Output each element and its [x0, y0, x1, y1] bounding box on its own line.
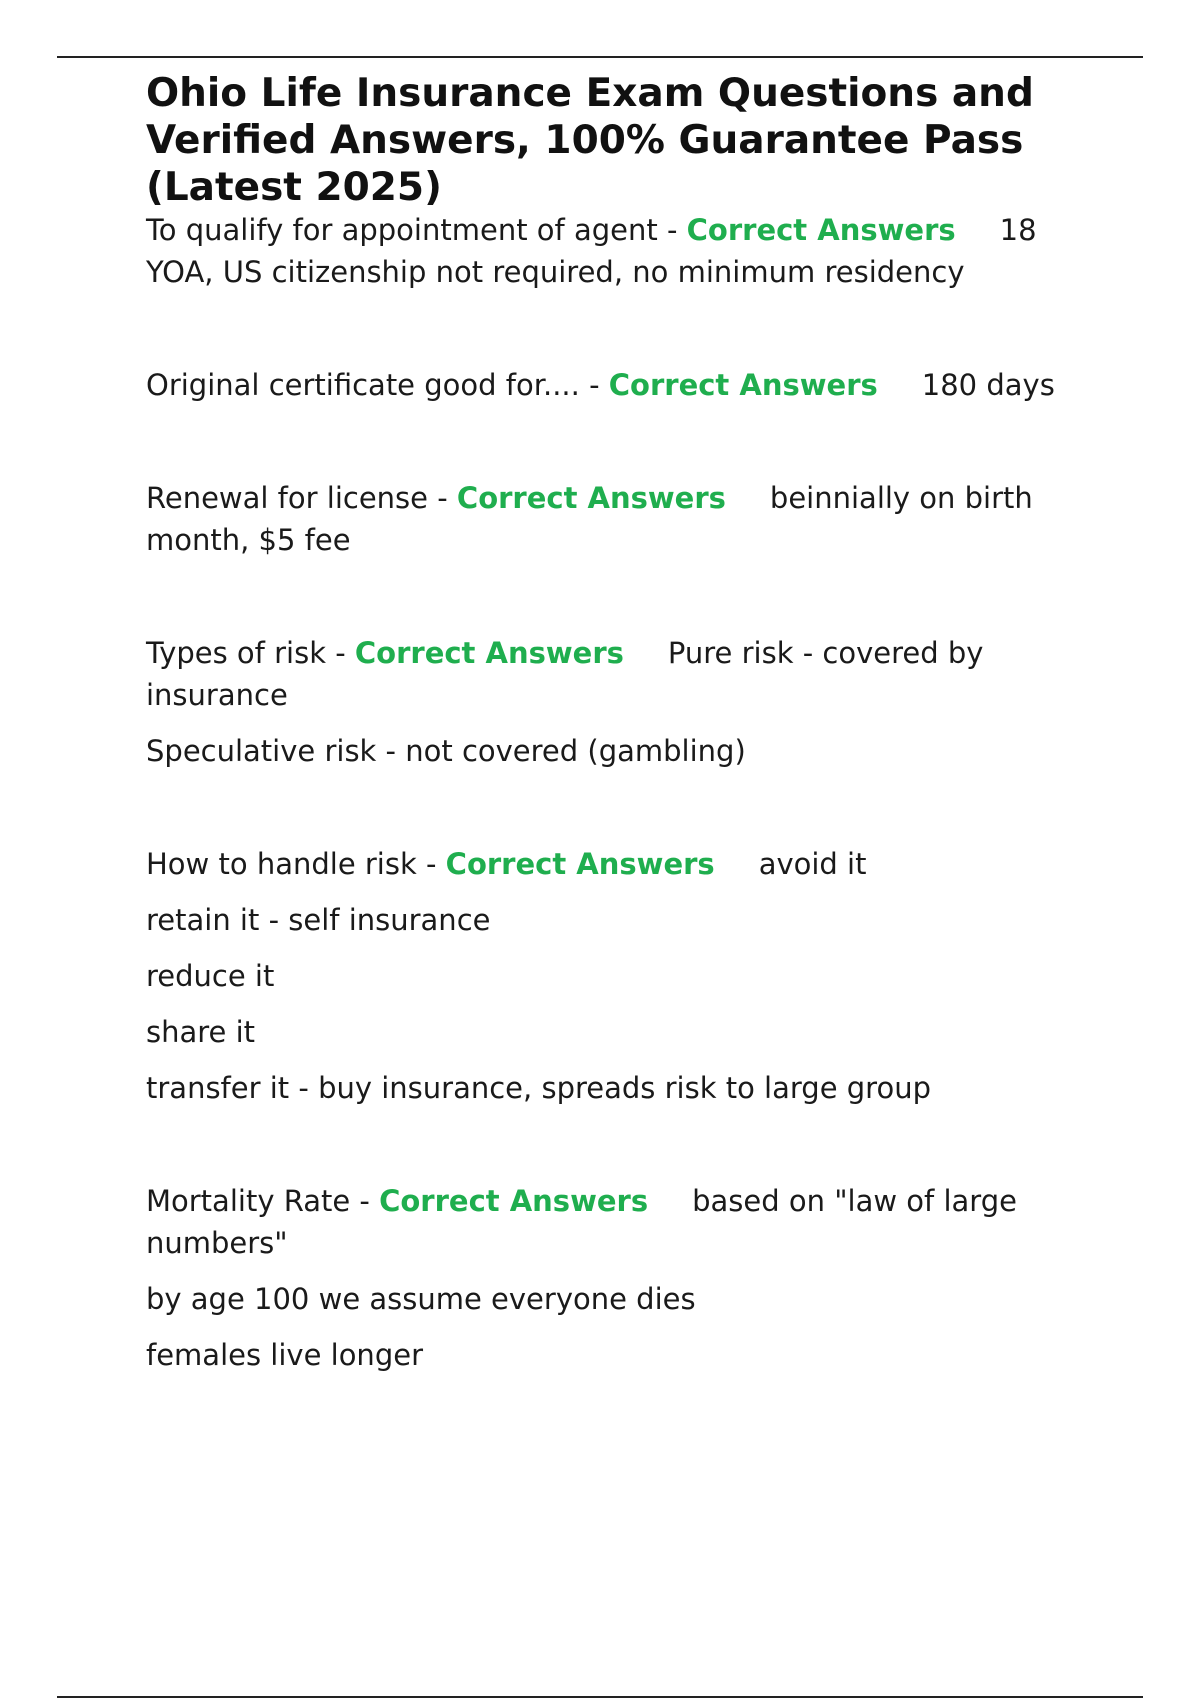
answer-text: Pure risk - covered by insurance	[146, 636, 984, 712]
question-text: Renewal for license -	[146, 481, 457, 515]
question-line	[146, 632, 1081, 716]
question-line	[146, 209, 1081, 293]
qa-entry	[146, 632, 1081, 772]
qa-entry	[146, 843, 1081, 1109]
answer-extra-line: retain it - self insurance	[146, 903, 491, 937]
question-line	[146, 364, 1081, 406]
answer-extra-line: by age 100 we assume everyone dies	[146, 1282, 696, 1316]
answer-text: avoid it	[758, 847, 867, 881]
question-line	[146, 1180, 1081, 1264]
correct-answers-tag: Correct Answers	[445, 847, 715, 881]
answer-text: 180 days	[921, 368, 1055, 402]
question-line	[146, 843, 1081, 885]
page-title: Ohio Life Insurance Exam Questions and Verified Answers, 100% Guarantee Pass (Latest 2025)	[146, 71, 1034, 210]
qa-entry	[146, 209, 1081, 293]
question-text: How to handle risk -	[146, 847, 446, 881]
document-body	[146, 70, 1081, 1376]
answer-text: beinnially on birth month, $5 fee	[146, 481, 1033, 557]
question-text: Types of risk -	[146, 636, 355, 670]
answer-extra-line: share it	[146, 1015, 256, 1049]
bottom-rule	[57, 1696, 1143, 1698]
correct-answers-tag: Correct Answers	[456, 481, 726, 515]
qa-entry	[146, 364, 1081, 406]
question-text: Mortality Rate -	[146, 1184, 380, 1218]
top-rule	[57, 56, 1143, 58]
qa-entry	[146, 477, 1081, 561]
correct-answers-tag: Correct Answers	[686, 213, 956, 247]
answer-text: 18 YOA, US citizenship not required, no minimum residency	[146, 213, 1037, 289]
question-text: To qualify for appointment of agent -	[146, 213, 687, 247]
answer-extra-line: females live longer	[146, 1338, 423, 1372]
answer-extra-line: Speculative risk - not covered (gambling)	[146, 734, 746, 768]
answer-extra-line: transfer it - buy insurance, spreads risk to large group	[146, 1071, 931, 1105]
question-line	[146, 477, 1081, 561]
answer-extra-line: reduce it	[146, 959, 275, 993]
question-text: Original certificate good for.... -	[146, 368, 609, 402]
answer-text: based on "law of large numbers"	[146, 1184, 1017, 1260]
correct-answers-tag: Correct Answers	[354, 636, 624, 670]
correct-answers-tag: Correct Answers	[379, 1184, 649, 1218]
correct-answers-tag: Correct Answers	[608, 368, 878, 402]
qa-entry	[146, 1180, 1081, 1376]
